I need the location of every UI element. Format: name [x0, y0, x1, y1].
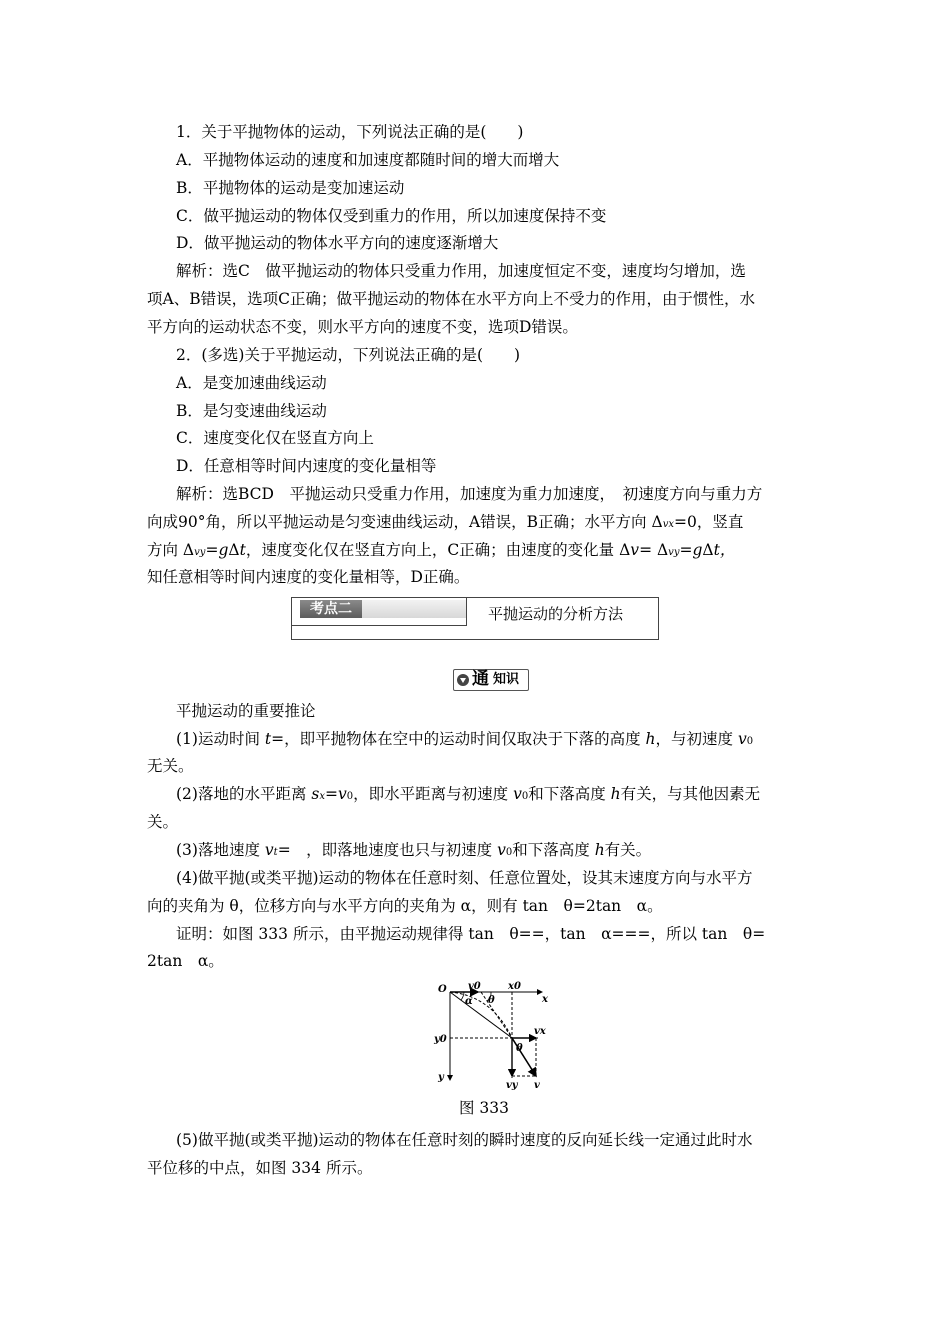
knowledge-p1: (1)运动时间 t=，即平抛物体在空中的运动时间仅取决于下落的高度 h，与初速度 v0 [176, 730, 754, 748]
chevron-down-icon [457, 674, 469, 686]
knowledge-proof-cont: 2tan α。 [147, 952, 224, 970]
figure-caption: 图 333 [459, 1099, 510, 1117]
q1-analysis-line: 项A、B错误，选项C正确；做平抛运动的物体在水平方向上不受力的作用，由于惯性，水 [147, 290, 755, 308]
knowledge-badge-small: 知识 [493, 672, 520, 687]
q2-analysis-line: 向成90°角，所以平抛运动是匀变速曲线运动，A错误，B正确；水平方向 Δvx=0，竖直 [147, 513, 744, 531]
knowledge-heading: 平抛运动的重要推论 [176, 702, 316, 720]
alpha-arc [461, 992, 464, 1000]
q2-option-d: D．任意相等时间内速度的变化量相等 [176, 457, 437, 475]
knowledge-p5: (5)做平抛(或类平抛)运动的物体在任意时刻的瞬时速度的反向延长线一定通过此时水 [176, 1131, 753, 1149]
knowledge-p4: (4)做平抛(或类平抛)运动的物体在任意时刻、任意位置处，设其末速度方向与水平方 [176, 869, 753, 887]
label-x0: x0 [508, 981, 521, 992]
velocity-extension [481, 992, 512, 1038]
knowledge-badge-big: 通 [472, 669, 489, 689]
projectile-diagram [430, 980, 560, 1090]
knowledge-p1-end: 无关。 [147, 757, 194, 775]
knowledge-proof: 证明：如图 333 所示，由平抛运动规律得 tan θ==，tan α===，所以 tan θ= [176, 925, 766, 943]
label-x: x [542, 994, 548, 1005]
knowledge-p2-end: 关。 [147, 813, 179, 831]
label-O: O [438, 984, 447, 995]
q2-analysis-line: 解析：选BCD 平抛运动只受重力作用，加速度为重力加速度， 初速度方向与重力方 [176, 485, 763, 503]
q1-option-c: C．做平抛运动的物体仅受到重力的作用，所以加速度保持不变 [176, 207, 607, 225]
displacement-line [450, 992, 512, 1038]
label-v0: v0 [468, 981, 481, 992]
label-vy: vy [506, 1080, 518, 1090]
q1-analysis-line: 平方向的运动状态不变，则水平方向的速度不变，选项D错误。 [147, 318, 578, 336]
q2-stem: 2．(多选)关于平抛运动，下列说法正确的是( ) [176, 346, 521, 364]
knowledge-badge [453, 669, 529, 691]
q1-stem: 1．关于平抛物体的运动，下列说法正确的是( ) [176, 123, 524, 141]
section-tag: 考点二 [300, 600, 362, 618]
label-v: v [534, 1080, 540, 1090]
q2-option-c: C．速度变化仅在竖直方向上 [176, 429, 374, 447]
q1-option-b: B．平抛物体的运动是变加速运动 [176, 179, 405, 197]
q2-analysis-line: 知任意相等时间内速度的变化量相等，D正确。 [147, 568, 470, 586]
q1-analysis-line: 解析：选C 做平抛运动的物体只受重力作用，加速度恒定不变，速度均匀增加，选 [176, 262, 746, 280]
section-tag-box [292, 598, 467, 626]
knowledge-p5-cont: 平位移的中点，如图 334 所示。 [147, 1159, 373, 1177]
section-banner [291, 597, 659, 640]
label-vx: vx [534, 1026, 546, 1037]
label-theta-top: θ [488, 995, 495, 1006]
q2-analysis-line: 方向 Δvy=gΔt，速度变化仅在竖直方向上，C正确；由速度的变化量 Δv= Δvy=gΔt， [147, 541, 736, 559]
q2-option-b: B．是匀变速曲线运动 [176, 402, 327, 420]
label-alpha: α [465, 996, 473, 1007]
section-title: 平抛运动的分析方法 [488, 605, 624, 623]
q1-option-a: A．平抛物体运动的速度和加速度都随时间的增大而增大 [176, 151, 560, 169]
knowledge-p4-cont: 向的夹角为 θ，位移方向与水平方向的夹角为 α，则有 tan θ=2tan α。 [147, 897, 663, 915]
knowledge-p3: (3)落地速度 vt= ，即落地速度也只与初速度 v0和下落高度 h有关。 [176, 841, 652, 859]
knowledge-p2: (2)落地的水平距离 sx=v0，即水平距离与初速度 v0和下落高度 h有关，与其他因素无 [176, 785, 761, 803]
label-y0: y0 [434, 1034, 447, 1045]
q2-option-a: A．是变加速曲线运动 [176, 374, 327, 392]
label-y: y [438, 1072, 444, 1083]
q1-option-d: D．做平抛运动的物体水平方向的速度逐渐增大 [176, 234, 499, 252]
label-theta-bottom: θ [516, 1043, 523, 1054]
section-tag-band [362, 600, 466, 618]
